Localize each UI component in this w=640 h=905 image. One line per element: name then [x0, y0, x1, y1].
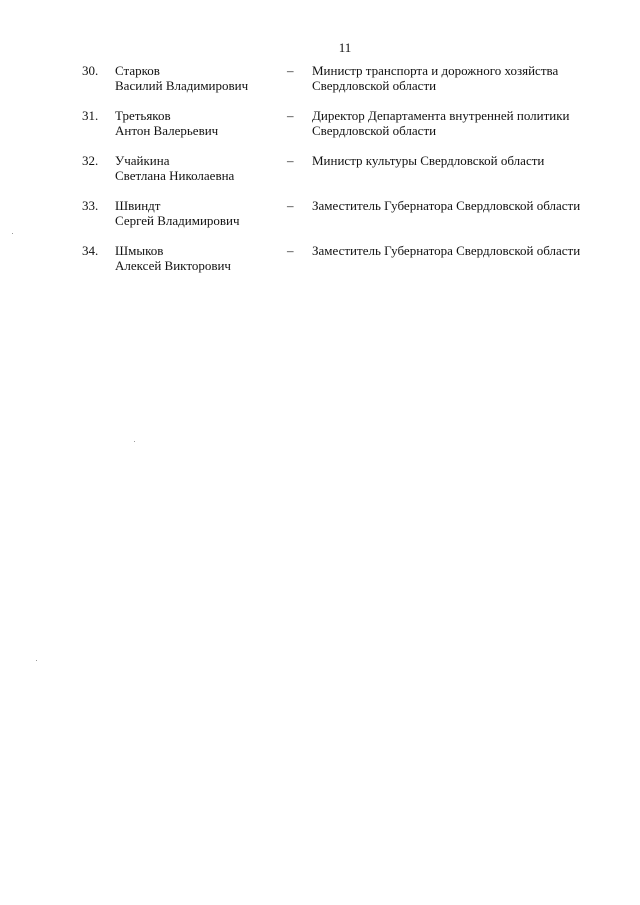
list-item: [80, 153, 600, 198]
person-given-names: Сергей Владимирович: [115, 213, 240, 228]
person-name: [115, 243, 285, 273]
person-surname: Шмыков: [115, 243, 164, 258]
position-line-2: Свердловской области: [312, 123, 437, 138]
entry-number: 34.: [82, 243, 99, 258]
list-item: [80, 198, 600, 243]
list-item: [80, 63, 600, 108]
position-line-1: Министр культуры Свердловской области: [312, 153, 545, 168]
person-name: [115, 198, 285, 228]
person-name: [115, 108, 285, 138]
person-name: [115, 63, 285, 93]
page-number: 11: [338, 40, 352, 55]
scan-speck: [134, 441, 135, 442]
person-surname: Швиндт: [115, 198, 161, 213]
person-given-names: Алексей Викторович: [115, 258, 231, 273]
position-line-1: Министр транспорта и дорожного хозяйства: [312, 63, 559, 78]
person-surname: Учайкина: [115, 153, 170, 168]
person-position: [312, 108, 602, 138]
separator-dash: –: [287, 63, 294, 78]
person-given-names: Светлана Николаевна: [115, 168, 235, 183]
position-line-1: Заместитель Губернатора Свердловской области: [312, 243, 581, 258]
separator-dash: –: [287, 198, 294, 213]
person-surname: Третьяков: [115, 108, 171, 123]
separator-dash: –: [287, 153, 294, 168]
position-line-1: Директор Департамента внутренней политики: [312, 108, 570, 123]
person-given-names: Василий Владимирович: [115, 78, 249, 93]
person-position: [312, 63, 602, 93]
person-position: [312, 198, 602, 213]
person-surname: Старков: [115, 63, 160, 78]
person-given-names: Антон Валерьевич: [115, 123, 219, 138]
entry-number: 32.: [82, 153, 99, 168]
entry-number: 33.: [82, 198, 99, 213]
entry-number: 30.: [82, 63, 99, 78]
entry-number: 31.: [82, 108, 99, 123]
person-position: [312, 243, 602, 258]
scan-speck: [12, 233, 13, 234]
position-line-2: Свердловской области: [312, 78, 437, 93]
separator-dash: –: [287, 243, 294, 258]
person-position: [312, 153, 602, 168]
list-item: [80, 243, 600, 288]
personnel-list: [80, 63, 600, 288]
person-name: [115, 153, 285, 183]
separator-dash: –: [287, 108, 294, 123]
scan-speck: [36, 660, 37, 661]
list-item: [80, 108, 600, 153]
position-line-1: Заместитель Губернатора Свердловской области: [312, 198, 581, 213]
